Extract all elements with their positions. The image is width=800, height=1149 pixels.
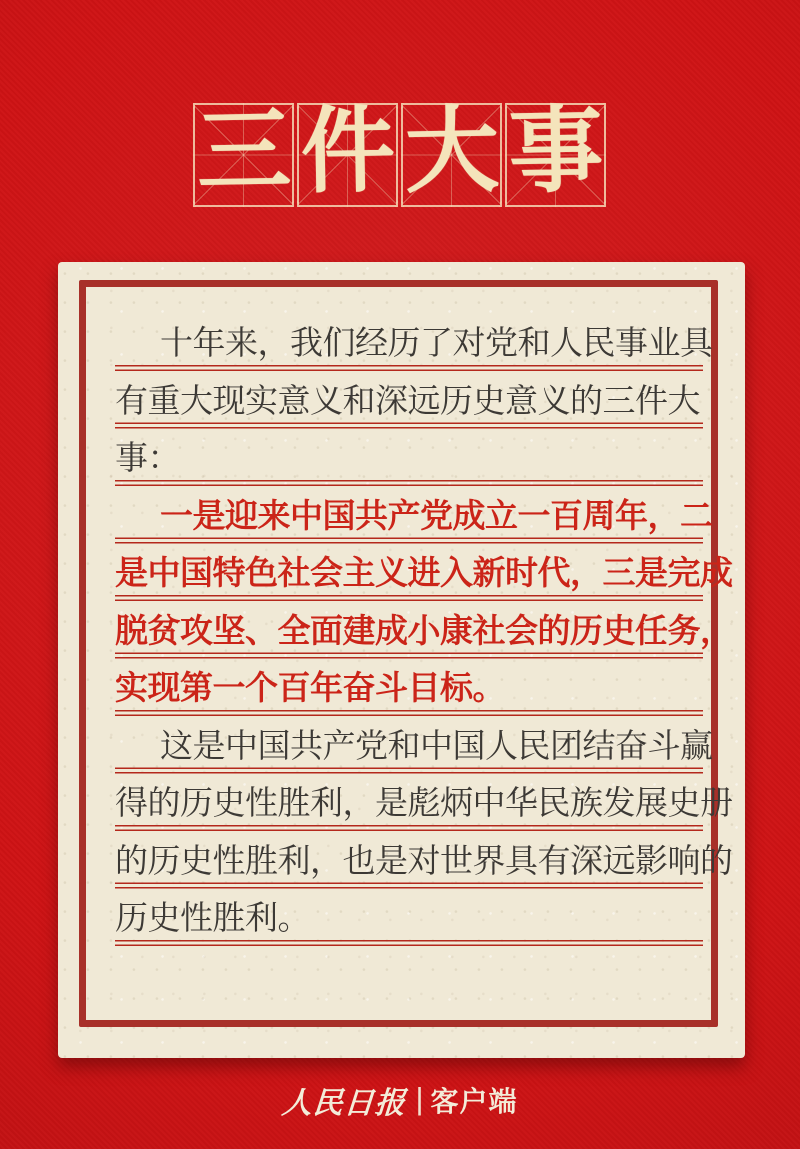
calligraphy-grid-cell [505,95,606,208]
title-character: 三 [195,95,292,208]
text-line-emphasis: 实现第一个百年奋斗目标。 [115,669,505,706]
peoples-daily-logotype: 人民日报 [280,1086,408,1121]
title-character: 件 [299,95,396,208]
text-line-emphasis: 脱贫攻坚、全面建成小康社会的历史任务， [115,611,733,649]
calligraphy-grid-cell [297,95,398,208]
text-line: 十年来，我们经历了对党和人民事业具 [160,324,713,361]
text-line-emphasis: 是中国特色社会主义进入新时代，三是完成 [115,554,733,591]
content-card [58,262,745,1058]
title-calligraphy-grid [193,95,606,208]
text-line-emphasis: 一是迎来中国共产党成立一百周年，二 [160,496,713,534]
calligraphy-grid-cell [401,95,502,208]
text-line: 的历史性胜利，也是对世界具有深远影响的 [115,841,733,879]
title-character: 事 [507,95,604,208]
text-line: 这是中国共产党和中国人民团结奋斗赢 [160,726,713,764]
text-line: 事： [115,439,180,476]
brand-client-label: 客户端 [430,1086,518,1117]
title-character: 大 [403,95,500,208]
brand-divider: | [415,1080,424,1116]
text-line: 历史性胜利。 [115,899,310,936]
footer-brand [0,1080,800,1120]
calligraphy-grid-cell [193,95,294,208]
text-line: 有重大现实意义和深远历史意义的三件大 [115,381,700,419]
text-line: 得的历史性胜利，是彪炳中华民族发展史册 [115,784,733,821]
ruled-text-area [115,315,733,948]
